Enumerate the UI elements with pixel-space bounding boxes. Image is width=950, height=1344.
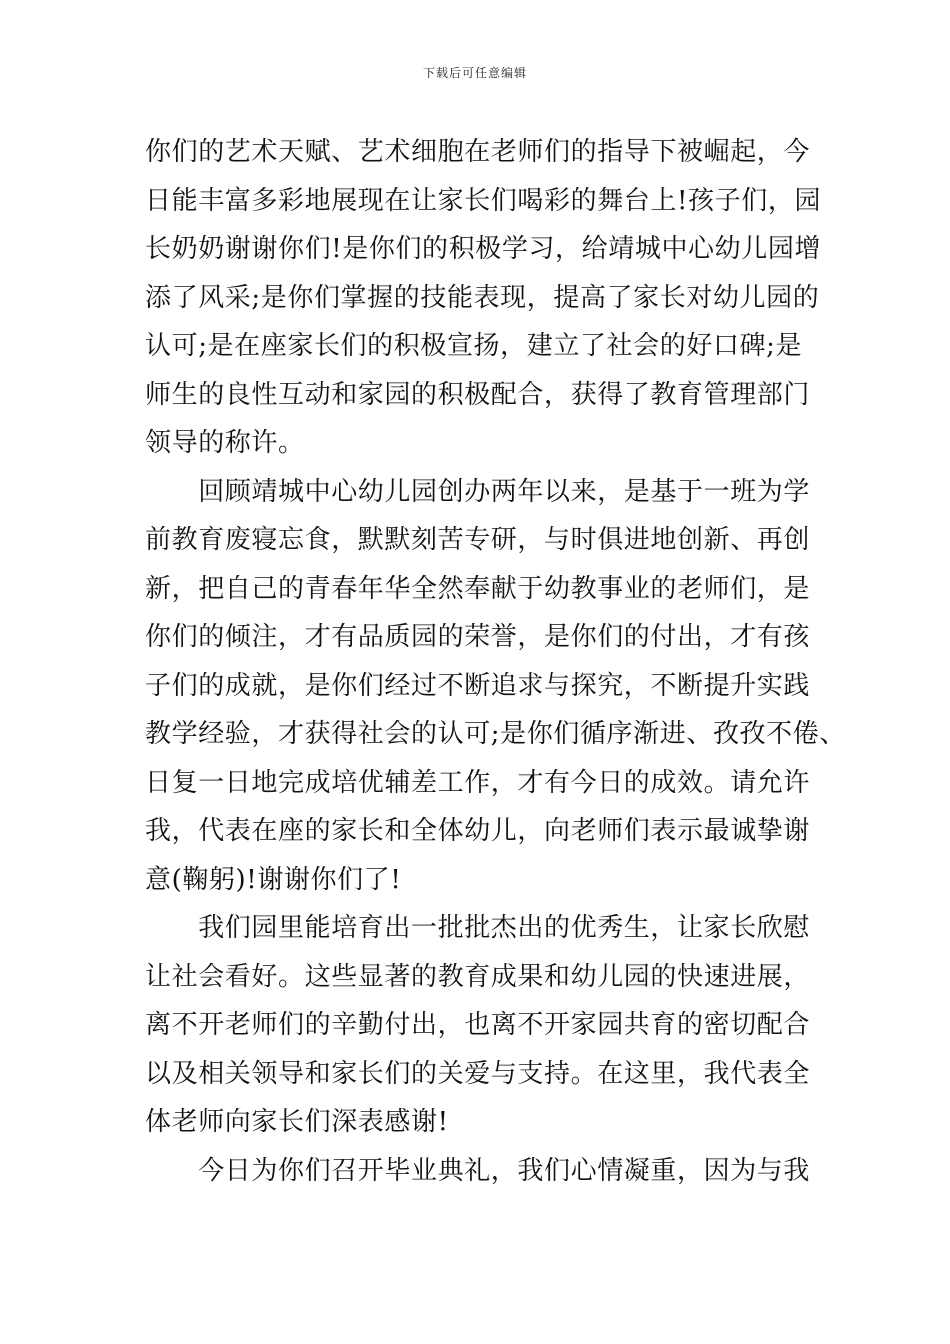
- text-line: 日复一日地完成培优辅差工作，才有今日的成效。请允许: [145, 767, 811, 798]
- text-line: 日能丰富多彩地展现在让家长们喝彩的舞台上!孩子们，园: [145, 185, 822, 216]
- document-body: [145, 128, 846, 1195]
- text-line: 我们园里能培育出一批批杰出的优秀生，让家长欣慰: [145, 913, 811, 943]
- text-line: 认可;是在座家长们的积极宣扬，建立了社会的好口碑;是: [145, 331, 803, 361]
- text-line: 体老师向家长们深表感谢!: [145, 1107, 449, 1137]
- text-line: 意(鞠躬)!谢谢你们了!: [145, 864, 402, 895]
- text-line: 师生的良性互动和家园的积极配合，获得了教育管理部门: [145, 379, 811, 410]
- text-line: 今日为你们召开毕业典礼，我们心情凝重，因为与我: [145, 1155, 811, 1186]
- text-line: 你们的艺术天赋、艺术细胞在老师们的指导下被崛起，今: [145, 137, 811, 167]
- page-header: 下载后可任意编辑: [422, 66, 527, 80]
- text-line: 前教育废寝忘食，默默刻苦专研，与时俱进地创新、再创: [145, 525, 811, 555]
- text-line: 回顾靖城中心幼儿园创办两年以来，是基于一班为学: [145, 476, 811, 507]
- text-line: 领导的称许。: [145, 428, 305, 458]
- text-line: 你们的倾注，才有品质园的荣誉，是你们的付出，才有孩: [145, 622, 811, 652]
- text-line: 长奶奶谢谢你们!是你们的积极学习，给靖城中心幼儿园增: [145, 234, 822, 264]
- text-line: 让社会看好。这些显著的教育成果和幼儿园的快速进展，: [145, 961, 811, 992]
- text-line: 我，代表在座的家长和全体幼儿，向老师们表示最诚挚谢: [145, 816, 811, 846]
- text-line: 教学经验，才获得社会的认可;是你们循序渐进、孜孜不倦、: [145, 719, 846, 749]
- text-line: 离不开老师们的辛勤付出，也离不开家园共育的密切配合: [145, 1010, 811, 1040]
- text-line: 以及相关领导和家长们的关爱与支持。在这里，我代表全: [145, 1058, 811, 1089]
- text-line: 新，把自己的青春年华全然奉献于幼教事业的老师们，是: [145, 573, 811, 604]
- text-line: 子们的成就，是你们经过不断追求与探究，不断提升实践: [145, 670, 811, 701]
- text-line: 添了风采;是你们掌握的技能表现，提高了家长对幼儿园的: [145, 282, 820, 313]
